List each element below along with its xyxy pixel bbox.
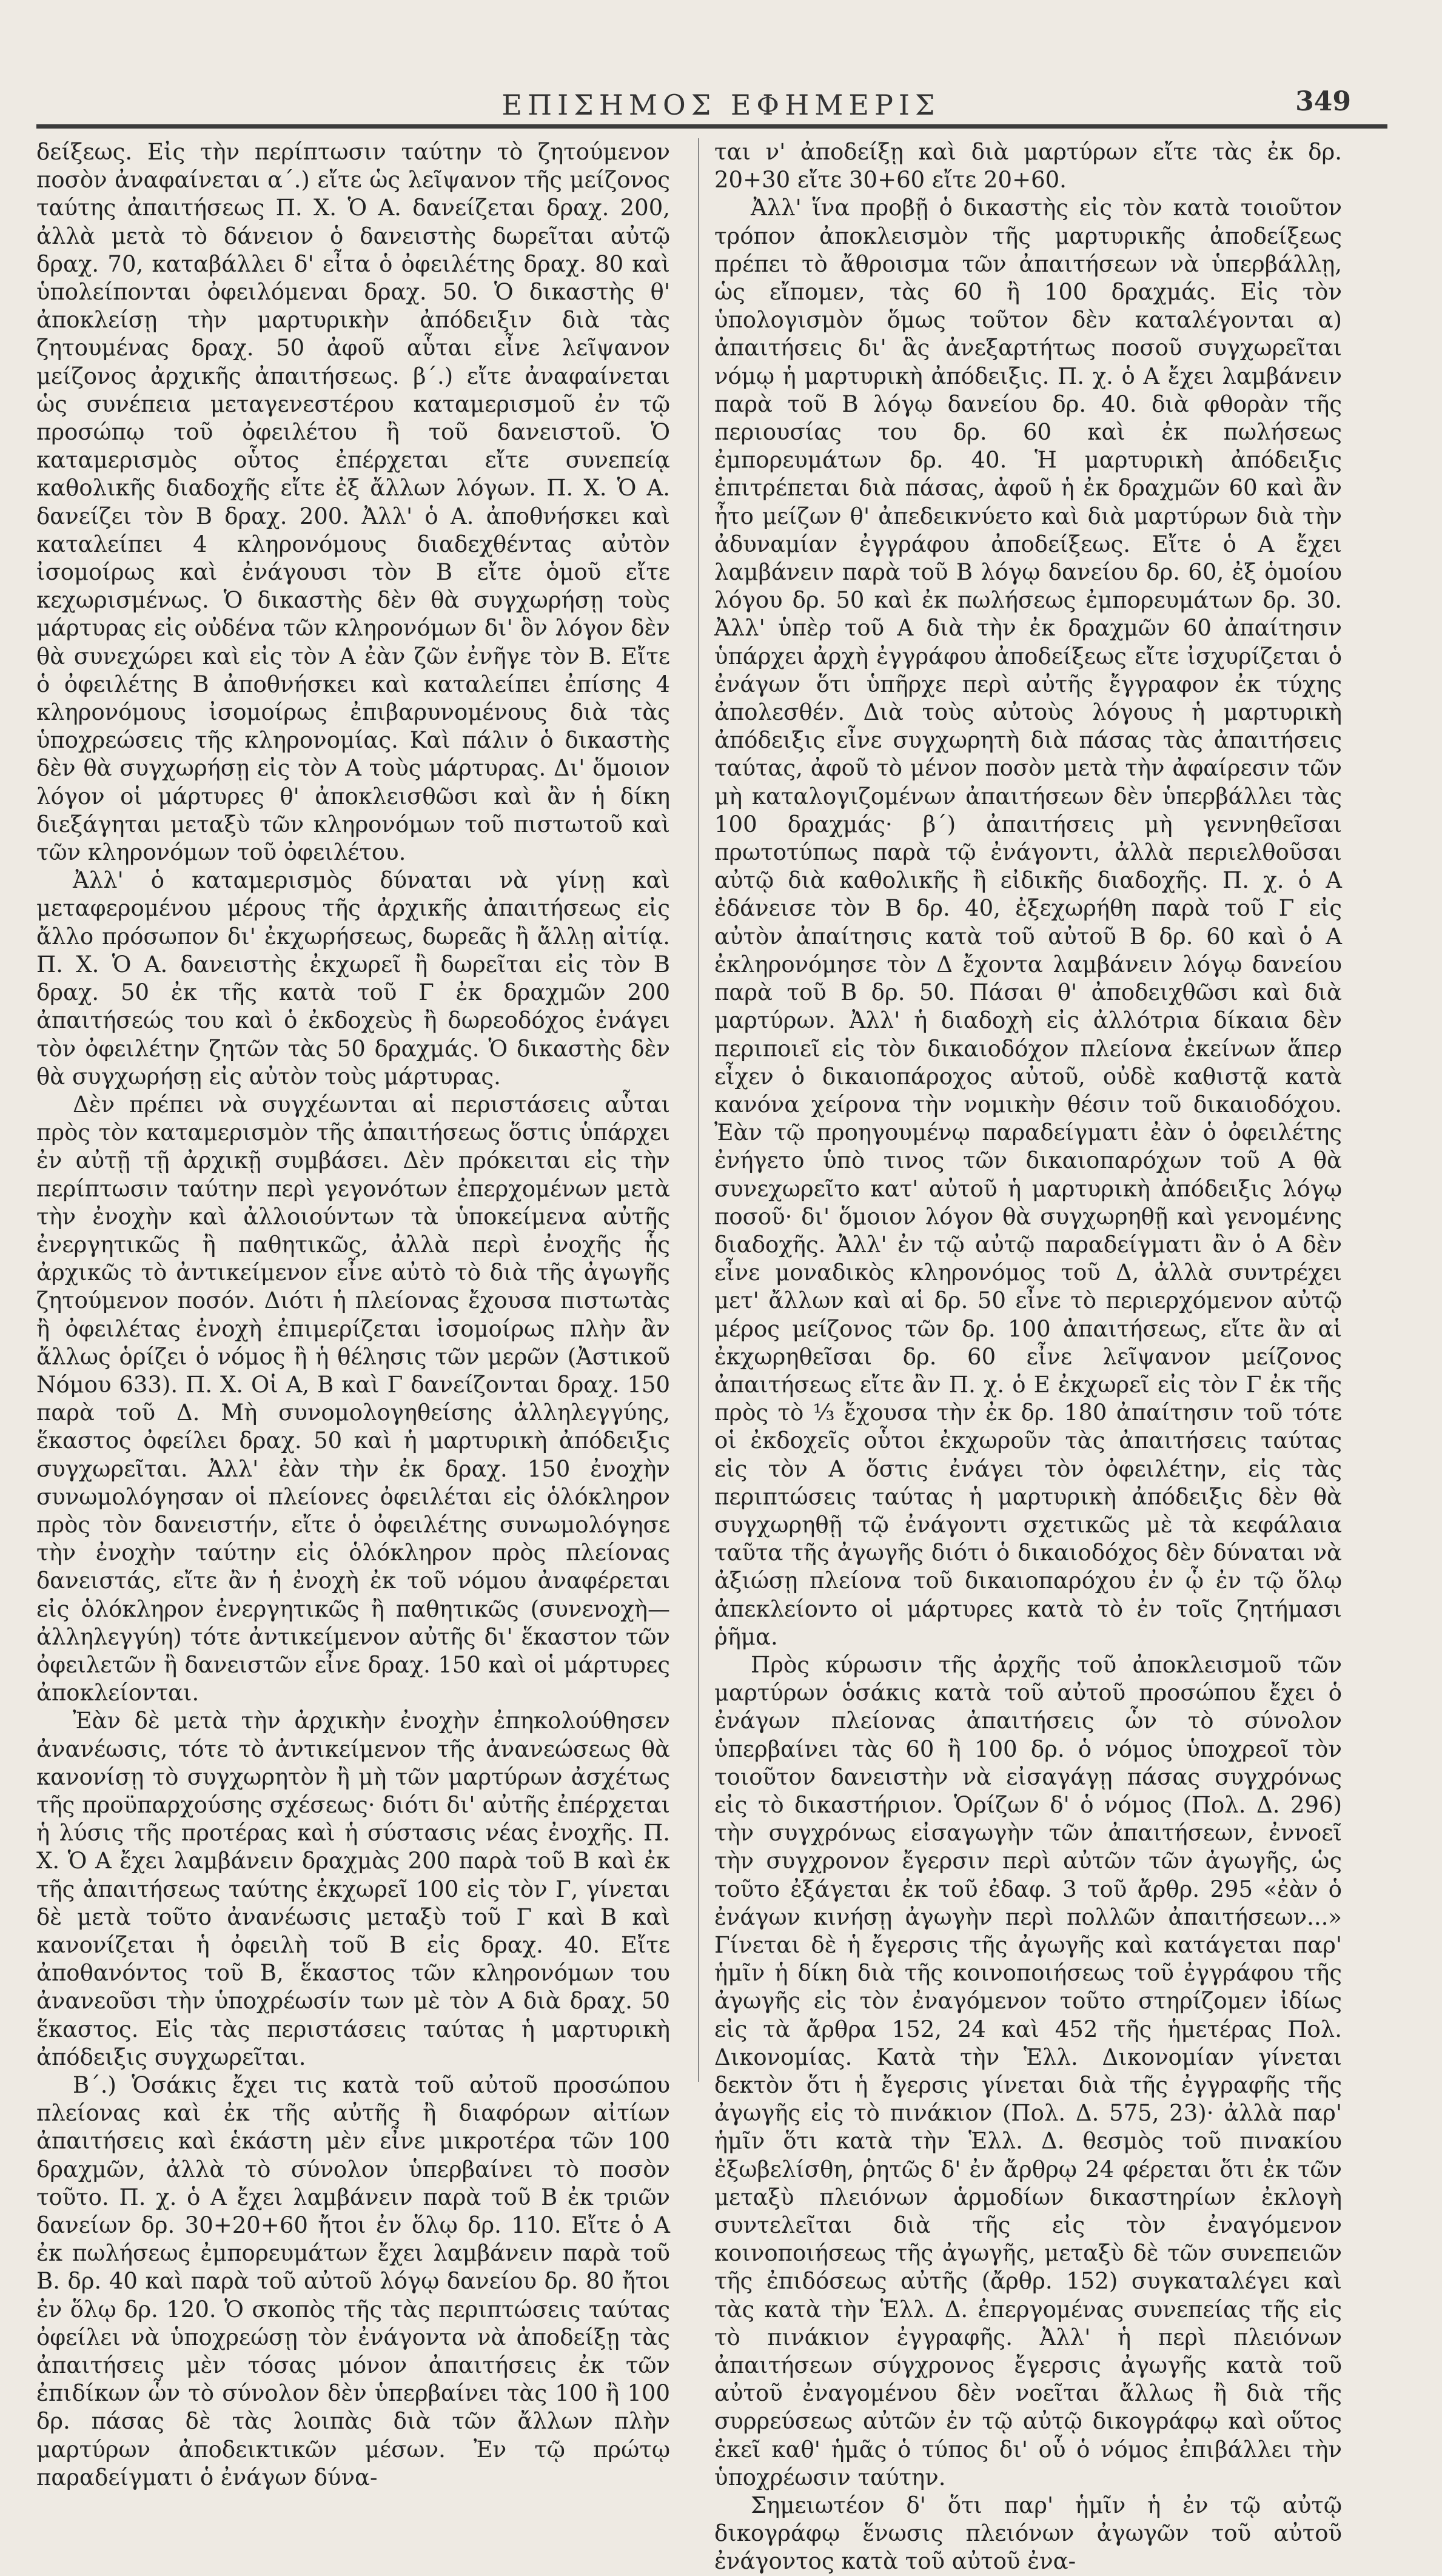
publication-title: ΕΠΙΣΗΜΟΣ ΕΦΗΜΕΡΙΣ [501, 89, 941, 121]
paragraph: Ἐὰν δὲ μετὰ τὴν ἀρχικὴν ἐνοχὴν ἐπηκολούθησεν ἀνανέωσις, τότε τὸ ἀντικείμενον τῆς ἀνανεώσεως θὰ κανονίσῃ τὸ συγχωρητὸν ἢ μὴ τῶν μαρτύρων ἀσχέτως τῆς προϋπαρχούσης σχέσεως· διότι δι' αὐτῆς ἐπέρχεται ἡ λύσις τῆς προτέρας καὶ ἡ σύστασις νέας ἐνοχῆς. Π. Χ. Ὁ Α ἔχει λαμβάνειν δραχμὰς 200 παρὰ τοῦ Β καὶ ἐκ τῆς ἀπαιτήσεως ταύτης ἐκχωρεῖ 100 εἰς τὸν Γ, γίνεται δὲ μετὰ τοῦτο ἀνανέωσις μεταξὺ τοῦ Γ καὶ Β καὶ κανονίζεται ἡ ὀφειλὴ τοῦ Β εἰς δραχ. 40. Εἴτε ἀποθανόντος τοῦ Β, ἕκαστος τῶν κληρονόμων του ἀνανεοῦσι τὴν ὑποχρέωσίν των μὲ τὸν Α διὰ δραχ. 50 ἕκαστος. Εἰς τὰς περιστάσεις ταύτας ἡ μαρτυρικὴ ἀπόδειξις συγχωρεῖται. [36, 1708, 670, 2070]
page-number: 349 [1295, 86, 1351, 117]
paragraph: Ἀλλ' ἵνα προβῇ ὁ δικαστὴς εἰς τὸν κατὰ τοιοῦτον τρόπον ἀποκλεισμὸν τῆς μαρτυρικῆς ἀποδείξεως πρέπει τὸ ἄθροισμα τῶν ἀπαιτήσεων νὰ ὑπερβάλλῃ, ὡς εἴπομεν, τὰς 60 ἢ 100 δραχμάς. Εἰς τὸν ὑπολογισμὸν ὅμως τοῦτον δὲν καταλέγονται α) ἀπαιτήσεις δι' ἃς ἀνεξαρτήτως ποσοῦ συγχωρεῖται νόμῳ ἡ μαρτυρικὴ ἀπόδειξις. Π. χ. ὁ Α ἔχει λαμβάνειν παρὰ τοῦ Β λόγῳ δανείου δρ. 40. διὰ φθορὰν τῆς περιουσίας του δρ. 60 καὶ ἐκ πωλήσεως ἐμπορευμάτων δρ. 40. Ἡ μαρτυρικὴ ἀπόδειξις ἐπιτρέπεται διὰ πάσας, ἀφοῦ ἡ ἐκ δραχμῶν 60 καὶ ἂν ἦτο μείζων θ' ἀπεδεικνύετο καὶ διὰ μαρτύρων διὰ τὴν ἀδυναμίαν ἐγγράφου ἀποδείξεως. Εἴτε ὁ Α ἔχει λαμβάνειν παρὰ τοῦ Β λόγῳ δανείου δρ. 60, ἐξ ὁμοίου λόγου δρ. 50 καὶ ἐκ πωλήσεως ἐμπορευμάτων δρ. 30. Ἀλλ' ὑπὲρ τοῦ Α διὰ τὴν ἐκ δραχμῶν 60 ἀπαίτησιν ὑπάρχει ἀρχὴ ἐγγράφου ἀποδείξεως εἴτε ἰσχυρίζεται ὁ ἐνάγων ὅτι ὑπῆρχε περὶ αὐτῆς ἔγγραφον ἐκ τύχης ἀπολεσθέν. Διὰ τοὺς αὐτοὺς λόγους ἡ μαρτυρικὴ ἀπόδειξις εἶνε συγχωρητὴ διὰ πάσας τὰς ἀπαιτήσεις ταύτας, ἀφοῦ τὸ μένον ποσὸν μετὰ τὴν ἀφαίρεσιν τῶν μὴ καταλογιζομένων ἀπαιτήσεων δὲν ὑπερβάλλει τὰς 100 δραχμάς· β΄) ἀπαιτήσεις μὴ γεννηθεῖσαι πρωτοτύπως παρὰ τῷ ἐνάγοντι, ἀλλὰ περιελθοῦσαι αὐτῷ διὰ καθολικῆς ἢ εἰδικῆς διαδοχῆς. Π. χ. ὁ Α ἐδάνεισε τὸν Β δρ. 40, ἐξεχωρήθη παρὰ τοῦ Γ εἰς αὐτὸν ἀπαίτησις κατὰ τοῦ αὐτοῦ Β δρ. 60 καὶ ὁ Α ἐκληρονόμησε τὸν Δ ἔχοντα λαμβάνειν λόγῳ δανείου παρὰ τοῦ Β δρ. 50. Πάσαι θ' ἀποδειχθῶσι καὶ διὰ μαρτύρων. Ἀλλ' ἡ διαδοχὴ εἰς ἀλλότρια δίκαια δὲν περιποιεῖ εἰς τὸν δικαιοδόχον πλείονα ἐκείνων ἅπερ εἶχεν ὁ δικαιοπάροχος αὐτοῦ, οὐδὲ καθιστᾷ κατὰ κανόνα χείρονα τὴν νομικὴν θέσιν τοῦ δικαιοδόχου. Ἐὰν τῷ προηγουμένῳ παραδείγματι ἐὰν ὁ ὀφειλέτης ἐνήγετο ὑπὸ τινος τῶν δικαιοπαρόχων τοῦ Α θὰ συνεχωρεῖτο κατ' αὐτοῦ ἡ μαρτυρικὴ ἀπόδειξις λόγῳ ποσοῦ· δι' ὅμοιον λόγον θὰ συγχωρηθῇ καὶ γενομένης διαδοχῆς. Ἀλλ' ἐν τῷ αὐτῷ παραδείγματι ἂν ὁ Α δὲν εἶνε μοναδικὸς κληρονόμος τοῦ Δ, ἀλλὰ συντρέχει μετ' ἄλλων καὶ αἱ δρ. 50 εἶνε τὸ περιερχόμενον αὐτῷ μέρος μείζονος τῶν δρ. 100 ἀπαιτήσεως, εἴτε ἂν αἱ ἐκχωρηθεῖσαι δρ. 60 εἶνε λεῖψανον μείζονος ἀπαιτήσεως εἴτε ἂν Π. χ. ὁ Ε ἐκχωρεῖ εἰς τὸν Γ ἐκ τῆς πρὸς τὸ ⅓ ἔχουσα τὴν ἐκ δρ. 180 ἀπαίτησιν τοῦ τότε οἱ ἐκδοχεῖς οὗτοι ἐκχωροῦν τὰς ἀπαιτήσεις ταύτας εἰς τὸν Α ὅστις ἐνάγει τὸν ὀφειλέτην, εἰς τὰς περιπτώσεις ταύτας ἡ μαρτυρικὴ ἀπόδειξις δὲν θὰ συγχωρηθῇ τῷ ἐνάγοντι σχετικῶς μὲ τὰ κεφάλαια ταῦτα τῆς ἀγωγῆς διότι ὁ δικαιοδόχος δὲν δύναται νὰ ἀξιώσῃ πλείονα τοῦ δικαιοπαρόχου ἐν ᾧ ἐν τῷ ὅλῳ ἀπεκλείοντο οἱ μάρτυρες κατὰ τὸ ἐν τοῖς ζητήμασι ῥῆμα. [714, 195, 1342, 1650]
paragraph: Πρὸς κύρωσιν τῆς ἀρχῆς τοῦ ἀποκλεισμοῦ τῶν μαρτύρων ὁσάκις κατὰ τοῦ αὐτοῦ προσώπου ἔχει ὁ ἐνάγων πλείονας ἀπαιτήσεις ὧν τὸ σύνολον ὑπερβαίνει τὰς 60 ἢ 100 δρ. ὁ νόμος ὑποχρεοῖ τὸν τοιοῦτον δανειστὴν νὰ εἰσαγάγῃ πάσας συγχρόνως εἰς τὸ δικαστήριον. Ὁρίζων δ' ὁ νόμος (Πολ. Δ. 296) τὴν συγχρόνως εἰσαγωγὴν τῶν ἀπαιτήσεων, ἐννοεῖ τὴν συγχρονον ἔγερσιν περὶ αὐτῶν τῶν ἀγωγῆς, ὡς τοῦτο ἐξάγεται ἐκ τοῦ ἐδαφ. 3 τοῦ ἄρθρ. 295 «ἐὰν ὁ ἐνάγων κινήσῃ ἀγωγὴν περὶ πολλῶν ἀπαιτήσεων...» Γίνεται δὲ ἡ ἔγερσις τῆς ἀγωγῆς καὶ κατάγεται παρ' ἡμῖν ἡ δίκη διὰ τῆς κοινοποιήσεως τοῦ ἐγγράφου τῆς ἀγωγῆς εἰς τὸν ἐναγόμενον τοῦτο στηρίζομεν ἰδίως εἰς τὰ ἄρθρα 152, 24 καὶ 452 τῆς ἡμετέρας Πολ. Δικονομίας. Κατὰ τὴν Ἑλλ. Δικονομίαν γίνεται δεκτὸν ὅτι ἡ ἔγερσις γίνεται διὰ τῆς ἐγγραφῆς τῆς ἀγωγῆς εἰς τὸ πινάκιον (Πολ. Δ. 575, 23)· ἀλλὰ παρ' ἡμῖν ὅτι κατὰ τὴν Ἑλλ. Δ. θεσμὸς τοῦ πινακίου ἐξωβελίσθη, ῥητῶς δ' ἐν ἄρθρῳ 24 φέρεται ὅτι ἐκ τῶν μεταξὺ πλειόνων ἁρμοδίων δικαστηρίων ἐκλογὴ συντελεῖται διὰ τῆς εἰς τὸν ἐναγόμενον κοινοποιήσεως τῆς ἀγωγῆς, μεταξὺ δὲ τῶν συνεπειῶν τῆς ἐπιδόσεως αὐτῆς (ἄρθρ. 152) συγκαταλέγει καὶ τὰς κατὰ τὴν Ἑλλ. Δ. ἐπεργομένας συνεπείας τῆς εἰς τὸ πινάκιον ἐγγραφῆς. Ἀλλ' ἡ περὶ πλειόνων ἀπαιτήσεων σύγχρονος ἔγερσις ἀγωγῆς κατὰ τοῦ αὐτοῦ ἐναγομένου δὲν νοεῖται ἄλλως ἢ διὰ τῆς συρρεύσεως αὐτῶν ἐν τῷ αὐτῷ δικογράφῳ καὶ οὕτος ἐκεῖ καθ' ἡμᾶς ὁ τύπος δι' οὗ ὁ νόμος ἐπιβάλλει τὴν ὑποχρέωσιν ταύτην. [714, 1651, 1342, 2490]
paragraph: ται ν' ἀποδείξῃ καὶ διὰ μαρτύρων εἴτε τὰς ἐκ δρ. 20+30 εἴτε 30+60 εἴτε 20+60. [714, 139, 1342, 193]
right-column [714, 138, 1342, 2576]
paragraph: Δὲν πρέπει νὰ συγχέωνται αἱ περιστάσεις αὗται πρὸς τὸν καταμερισμὸν τῆς ἀπαιτήσεως ὅστις ὑπάρχει ἐν αὐτῇ τῇ ἀρχικῇ συμβάσει. Δὲν πρόκειται εἰς τὴν περίπτωσιν ταύτην περὶ γεγονότων ἐπερχομένων μετὰ τὴν ἐνοχὴν καὶ ἀλλοιούντων τὰ ὑποκείμενα αὐτῆς ἐνεργητικῶς ἢ παθητικῶς, ἀλλὰ περὶ ἐνοχῆς ἧς ἀρχικῶς τὸ ἀντικείμενον εἶνε αὐτὸ τὸ διὰ τῆς ἀγωγῆς ζητούμενον ποσόν. Διότι ἡ πλείονας ἔχουσα πιστωτὰς ἢ ὀφειλέτας ἐνοχὴ ἐπιμερίζεται ἰσομοίρως πλὴν ἂν ἄλλως ὁρίζει ὁ νόμος ἢ ἡ θέλησις τῶν μερῶν (Ἀστικοῦ Νόμου 633). Π. Χ. Οἱ Α, Β καὶ Γ δανείζονται δραχ. 150 παρὰ τοῦ Δ. Μὴ συνομολογηθείσης ἀλληλεγγύης, ἕκαστος ὀφείλει δραχ. 50 καὶ ἡ μαρτυρικὴ ἀπόδειξις συγχωρεῖται. Ἀλλ' ἐὰν τὴν ἐκ δραχ. 150 ἐνοχὴν συνωμολόγησαν οἱ πλείονες ὀφειλέται εἰς ὁλόκληρον πρὸς τὸν δανειστήν, εἴτε ὁ ὀφειλέτης συνωμολόγησε τὴν ἐνοχὴν ταύτην εἰς ὁλόκληρον πρὸς πλείονας δανειστάς, εἴτε ἂν ἡ ἐνοχὴ ἐκ τοῦ νόμου ἀναφέρεται εἰς ὁλόκληρον ἐνεργητικῶς ἢ παθητικῶς (συνενοχὴ—ἀλληλεγγύη) τότε ἀντικείμενον αὐτῆς δι' ἕκαστον τῶν ὀφειλετῶν ἢ δανειστῶν εἶνε δραχ. 150 καὶ οἱ μάρτυρες ἀποκλείονται. [36, 1091, 670, 1706]
header-rule [36, 124, 1387, 129]
paragraph: δείξεως. Εἰς τὴν περίπτωσιν ταύτην τὸ ζητούμενον ποσὸν ἀναφαίνεται α΄.) εἴτε ὡς λεῖψανον τῆς μείζονος ταύτης ἀπαιτήσεως Π. Χ. Ὁ Α. δανείζεται δραχ. 200, ἀλλὰ μετὰ τὸ δάνειον ὁ δανειστὴς δωρεῖται αὐτῷ δραχ. 70, καταβάλλει δ' εἶτα ὁ ὀφειλέτης δραχ. 80 καὶ ὑπολείπονται ὀφειλόμεναι δραχ. 50. Ὁ δικαστὴς θ' ἀποκλείσῃ τὴν μαρτυρικὴν ἀπόδειξιν διὰ τὰς ζητουμένας δραχ. 50 ἀφοῦ αὗται εἶνε λεῖψανον μείζονος ἀρχικῆς ἀπαιτήσεως. β΄.) εἴτε ἀναφαίνεται ὡς συνέπεια μεταγενεστέρου καταμερισμοῦ ἐν τῷ προσώπῳ τοῦ ὀφειλέτου ἢ τοῦ δανειστοῦ. Ὁ καταμερισμὸς οὗτος ἐπέρχεται εἴτε συνεπείᾳ καθολικῆς διαδοχῆς εἴτε ἐξ ἄλλων λόγων. Π. Χ. Ὁ Α. δανείζει τὸν Β δραχ. 200. Ἀλλ' ὁ Α. ἀποθνήσκει καὶ καταλείπει 4 κληρονόμους διαδεχθέντας αὐτὸν ἰσομοίρως καὶ ἐνάγουσι τὸν Β εἴτε ὁμοῦ εἴτε κεχωρισμένως. Ὁ δικαστὴς δὲν θὰ συγχωρήσῃ τοὺς μάρτυρας εἰς οὐδένα τῶν κληρονόμων δι' ὃν λόγον δὲν θὰ συνεχώρει καὶ εἰς τὸν Α ἐὰν ζῶν ἐνῆγε τὸν Β. Εἴτε ὁ ὀφειλέτης Β ἀποθνήσκει καὶ καταλείπει ἐπίσης 4 κληρονόμους ἰσομοίρως ἐπιβαρυνομένους διὰ τὰς ὑποχρεώσεις τῆς κληρονομίας. Καὶ πάλιν ὁ δικαστὴς δὲν θὰ συγχωρήσῃ εἰς τὸν Α τοὺς μάρτυρας. Δι' ὅμοιον λόγον οἱ μάρτυρες θ' ἀποκλεισθῶσι καὶ ἂν ἡ δίκη διεξάγηται μεταξὺ τῶν κληρονόμων τοῦ πιστωτοῦ καὶ τῶν κληρονόμων τοῦ ὀφειλέτου. [36, 139, 670, 866]
column-divider [698, 138, 699, 2082]
paragraph: Ἀλλ' ὁ καταμερισμὸς δύναται νὰ γίνῃ καὶ μεταφερομένου μέρους τῆς ἀρχικῆς ἀπαιτήσεως εἰς ἄλλο πρόσωπον δι' ἐκχωρήσεως, δωρεᾶς ἢ ἄλλῃ αἰτίᾳ. Π. Χ. Ὁ Α. δανειστὴς ἐκχωρεῖ ἢ δωρεῖται εἰς τὸν Β δραχ. 50 ἐκ τῆς κατὰ τοῦ Γ ἐκ δραχμῶν 200 ἀπαιτήσεώς του καὶ ὁ ἐκδοχεὺς ἢ δωρεοδόχος ἐνάγει τὸν ὀφειλέτην ζητῶν τὰς 50 δραχμάς. Ὁ δικαστὴς δὲν θὰ συγχωρήσῃ εἰς αὐτὸν τοὺς μάρτυρας. [36, 867, 670, 1090]
paragraph: Β΄.) Ὁσάκις ἔχει τις κατὰ τοῦ αὐτοῦ προσώπου πλείονας καὶ ἐκ τῆς αὐτῆς ἢ διαφόρων αἰτίων ἀπαιτήσεις καὶ ἑκάστη μὲν εἶνε μικροτέρα τῶν 100 δραχμῶν, ἀλλὰ τὸ σύνολον ὑπερβαίνει τὸ ποσὸν τοῦτο. Π. χ. ὁ Α ἔχει λαμβάνειν παρὰ τοῦ Β ἐκ τριῶν δανείων δρ. 30+20+60 ἤτοι ἐν ὅλῳ δρ. 110. Εἴτε ὁ Α ἐκ πωλήσεως ἐμπορευμάτων ἔχει λαμβάνειν παρὰ τοῦ Β. δρ. 40 καὶ παρὰ τοῦ αὐτοῦ λόγῳ δανείου δρ. 80 ἤτοι ἐν ὅλῳ δρ. 120. Ὁ σκοπὸς τῆς τὰς περιπτώσεις ταύτας ὀφείλει νὰ ὑποχρεώσῃ τὸν ἐνάγοντα νὰ ἀποδείξῃ τὰς ἀπαιτήσεις μὲν τόσας μόνον ἀπαιτήσεις ἐκ τῶν ἐπιδίκων ὧν τὸ σύνολον δὲν ὑπερβαίνει τὰς 100 ἢ 100 δρ. πάσας δὲ τὰς λοιπὰς διὰ τῶν ἄλλων πλὴν μαρτύρων ἀποδεικτικῶν μέσων. Ἐν τῷ πρώτῳ παραδείγματι ὁ ἐνάγων δύνα- [36, 2072, 670, 2490]
paragraph: Σημειωτέον δ' ὅτι παρ' ἡμῖν ἡ ἐν τῷ αὐτῷ δικογράφῳ ἕνωσις πλειόνων ἀγωγῶν τοῦ αὐτοῦ ἐνάγοντος κατὰ τοῦ αὐτοῦ ἐνα- [714, 2492, 1342, 2575]
left-column [36, 138, 670, 2492]
